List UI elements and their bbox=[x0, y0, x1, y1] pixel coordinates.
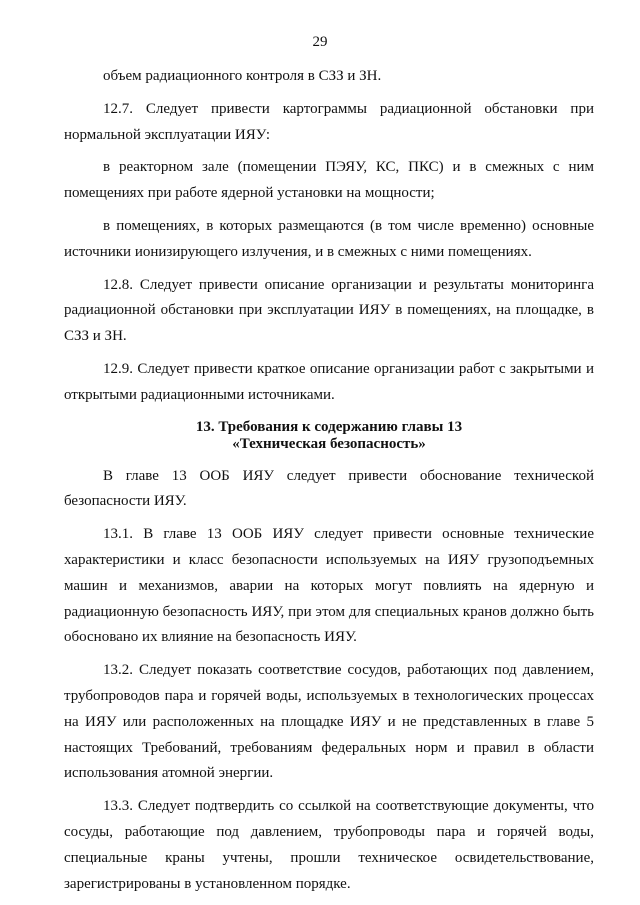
document-body bbox=[64, 64, 594, 897]
section-heading-line-1: 13. Требования к содержанию главы 13 bbox=[195, 418, 463, 435]
section-heading bbox=[64, 419, 594, 454]
paragraph: 13.1. В главе 13 ООБ ИЯУ следует привести основные технические характеристики и класс безопасности используемых на ИЯУ грузоподъемных машин и механизмов, аварии на которых могут повлиять на ядерную и радиационную безопасность ИЯУ, при этом для специальных кранов должно быть обосновано их влияние на безопасность ИЯУ. bbox=[64, 526, 594, 646]
paragraph: 12.7. Следует привести картограммы радиационной обстановки при нормальной эксплуатации ИЯУ: bbox=[64, 100, 594, 143]
paragraph: 12.9. Следует привести краткое описание организации работ с закрытыми и открытыми радиационными источниками. bbox=[64, 360, 594, 403]
paragraph: В главе 13 ООБ ИЯУ следует привести обоснование технической безопасности ИЯУ. bbox=[64, 467, 594, 510]
paragraph: в помещениях, в которых размещаются (в том числе временно) основные источники ионизирующего излучения, и в смежных с ними помещениях. bbox=[64, 217, 594, 260]
paragraph: 12.8. Следует привести описание организации и результаты мониторинга радиационной обстановки при эксплуатации ИЯУ в помещениях, на площадке, в СЗЗ и ЗН. bbox=[64, 276, 594, 345]
paragraph: 13.3. Следует подтвердить со ссылкой на соответствующие документы, что сосуды, работающие под давлением, трубопроводы пара и горячей воды, специальные краны учтены, прошли техническое освидетельствование, зарегистрированы в установленном порядке. bbox=[64, 798, 594, 892]
paragraph: объем радиационного контроля в СЗЗ и ЗН. bbox=[103, 68, 382, 84]
section-heading-line-2: «Техническая безопасность» bbox=[232, 436, 426, 453]
page-number: 29 bbox=[312, 34, 328, 50]
paragraph: в реакторном зале (помещении ПЭЯУ, КС, ПКС) и в смежных с ним помещениях при работе ядерной установки на мощности; bbox=[64, 159, 594, 202]
paragraph: 13.2. Следует показать соответствие сосудов, работающих под давлением, трубопроводов пара и горячей воды, используемых в технологических процессах на ИЯУ или расположенных на площадке ИЯУ и не представленных в главе 5 настоящих Требований, требованиям федеральных норм и правил в области использования атомной энергии. bbox=[64, 662, 594, 782]
